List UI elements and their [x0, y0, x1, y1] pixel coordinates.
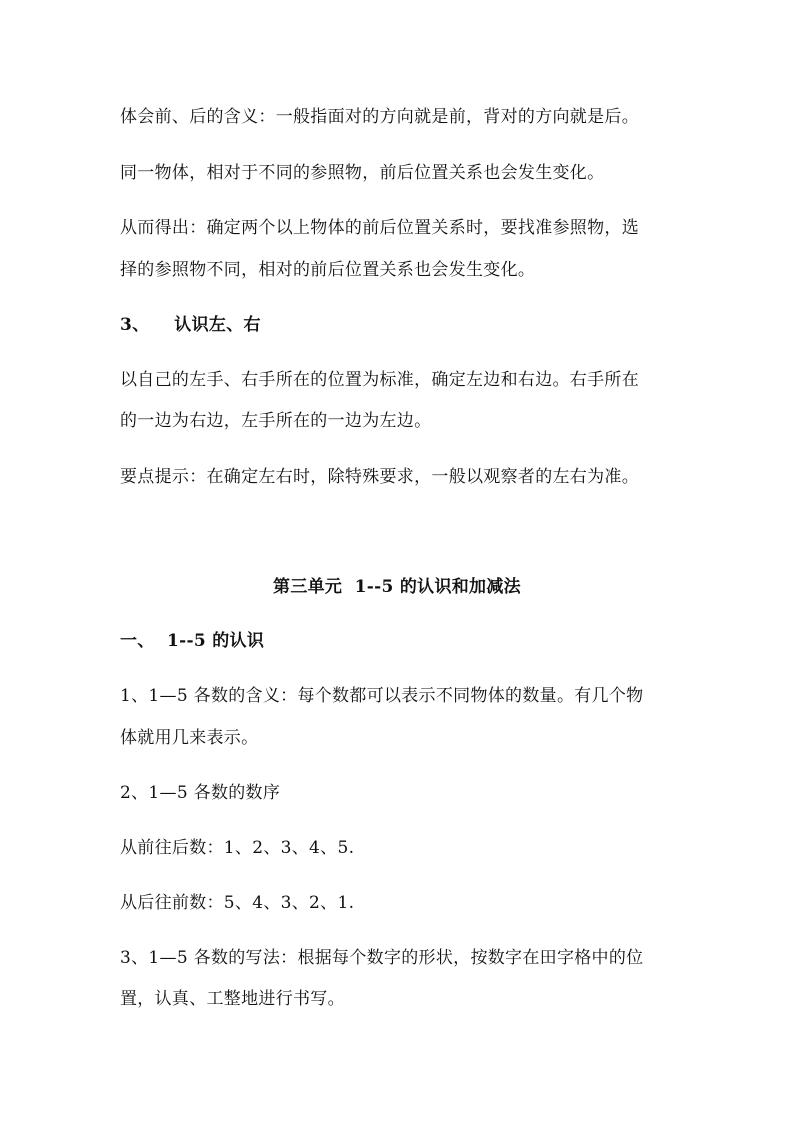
paragraph-writing-line2: 置，认真、工整地进行书写。 [120, 989, 345, 1009]
paragraph-front-back-meaning: 体会前、后的含义：一般指面对的方向就是前，背对的方向就是后。 [120, 107, 639, 127]
paragraph-left-right-line1: 以自己的左手、右手所在的位置为标准，确定左边和右边。右手所在 [120, 370, 639, 390]
paragraph-writing-line1: 3、1—5 各数的写法：根据每个数字的形状，按数字在田字格中的位 [120, 948, 644, 968]
heading-left-right: 3、 认识左、右 [120, 315, 261, 335]
paragraph-key-tip: 要点提示：在确定左右时，除特殊要求，一般以观察者的左右为准。 [120, 467, 639, 487]
section-heading-1-5: 一、 1--5 的认识 [120, 631, 265, 651]
paragraph-number-meaning-line1: 1、1—5 各数的含义：每个数都可以表示不同物体的数量。有几个物 [120, 686, 644, 706]
paragraph-count-backward: 从后往前数：5、4、3、2、1. [120, 893, 355, 913]
paragraph-reference-object: 同一物体，相对于不同的参照物，前后位置关系也会发生变化。 [120, 163, 605, 183]
paragraph-number-meaning-line2: 体就用几来表示。 [120, 728, 259, 748]
paragraph-left-right-line2: 的一边为右边，左手所在的一边为左边。 [120, 411, 432, 431]
unit-title: 第三单元 1--5 的认识和加减法 [273, 577, 521, 597]
paragraph-conclusion-line2: 择的参照物不同，相对的前后位置关系也会发生变化。 [120, 260, 536, 280]
paragraph-count-forward: 从前往后数：1、2、3、4、5. [120, 838, 355, 858]
paragraph-conclusion-line1: 从而得出：确定两个以上物体的前后位置关系时，要找准参照物，选 [120, 218, 639, 238]
paragraph-number-order: 2、1—5 各数的数序 [120, 783, 281, 803]
